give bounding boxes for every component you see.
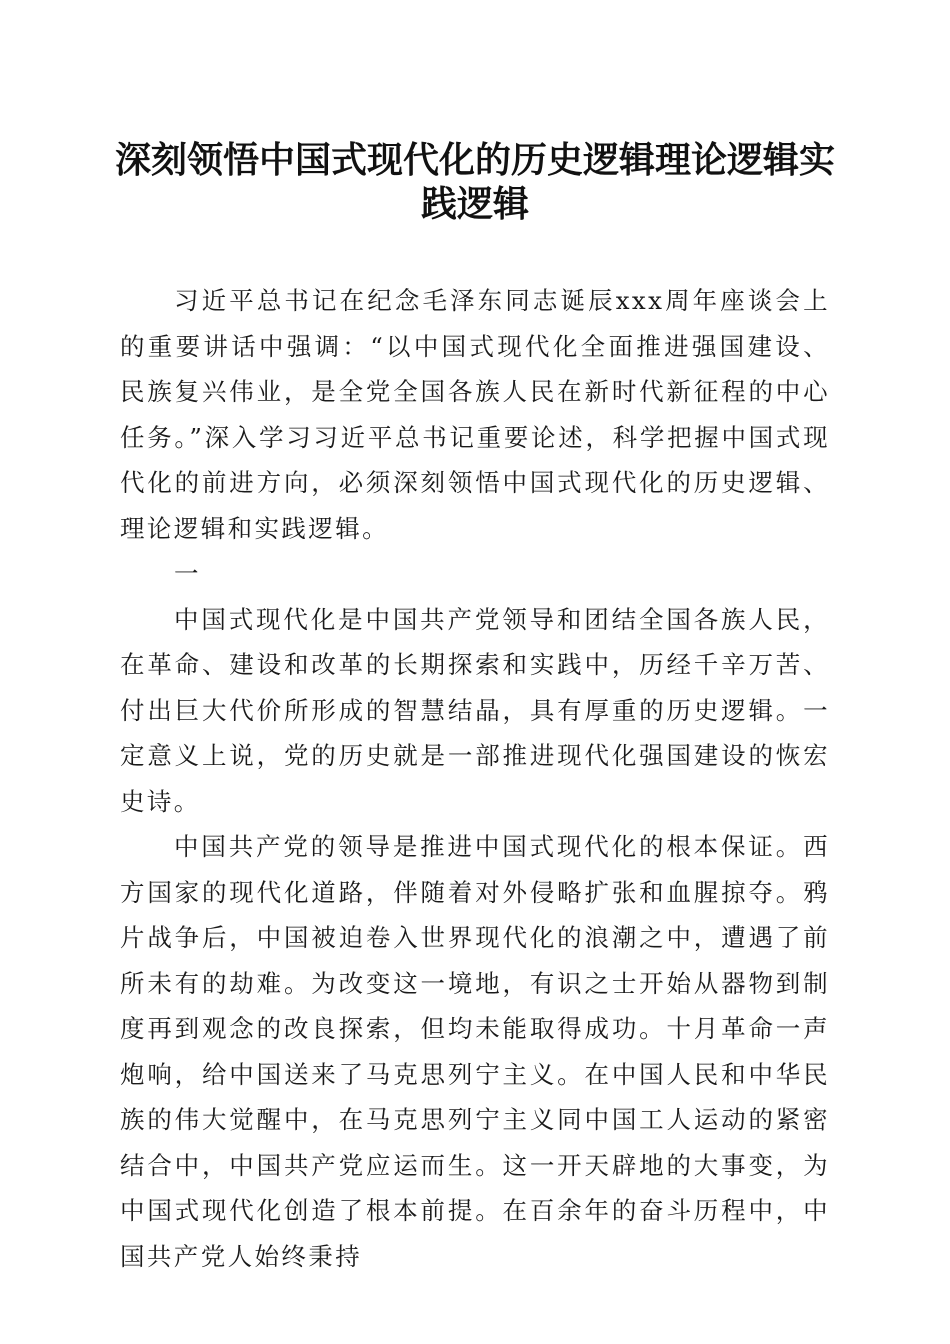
document-body — [120, 278, 830, 1279]
paragraph-historical-logic: 中国式现代化是中国共产党领导和团结全国各族人民，在革命、建设和改革的长期探索和实践中，历经千辛万苦、付出巨大代价所形成的智慧结晶，具有厚重的历史逻辑。一定意义上说，党的历史就是一部推进现代化强国建设的恢宏史诗。 — [120, 604, 830, 816]
paragraph-party-leadership: 中国共产党的领导是推进中国式现代化的根本保证。西方国家的现代化道路，伴随着对外侵略扩张和血腥掠夺。鸦片战争后，中国被迫卷入世界现代化的浪潮之中，遭遇了前所未有的劫难。为改变这一境地，有识之士开始从器物到制度再到观念的改良探索，但均未能取得成功。十月革命一声炮响，给中国送来了马克思列宁主义。在中国人民和中华民族的伟大觉醒中，在马克思列宁主义同中国工人运动的紧密结合中，中国共产党应运而生。这一开天辟地的大事变，为中国式现代化创造了根本前提。在百余年的奋斗历程中，中国共产党人始终秉持 — [120, 832, 830, 1271]
document-title: 深刻领悟中国式现代化的历史逻辑理论逻辑实践逻辑 — [114, 139, 835, 225]
section-number-one: 一 — [174, 559, 201, 588]
paragraph-intro: 习近平总书记在纪念毛泽东同志诞辰xxx周年座谈会上的重要讲话中强调：“以中国式现代化全面推进强国建设、民族复兴伟业，是全党全国各族人民在新时代新征程的中心任务。”深入学习习近平总书记重要论述，科学把握中国式现代化的前进方向，必须深刻领悟中国式现代化的历史逻辑、理论逻辑和实践逻辑。 — [120, 286, 830, 543]
